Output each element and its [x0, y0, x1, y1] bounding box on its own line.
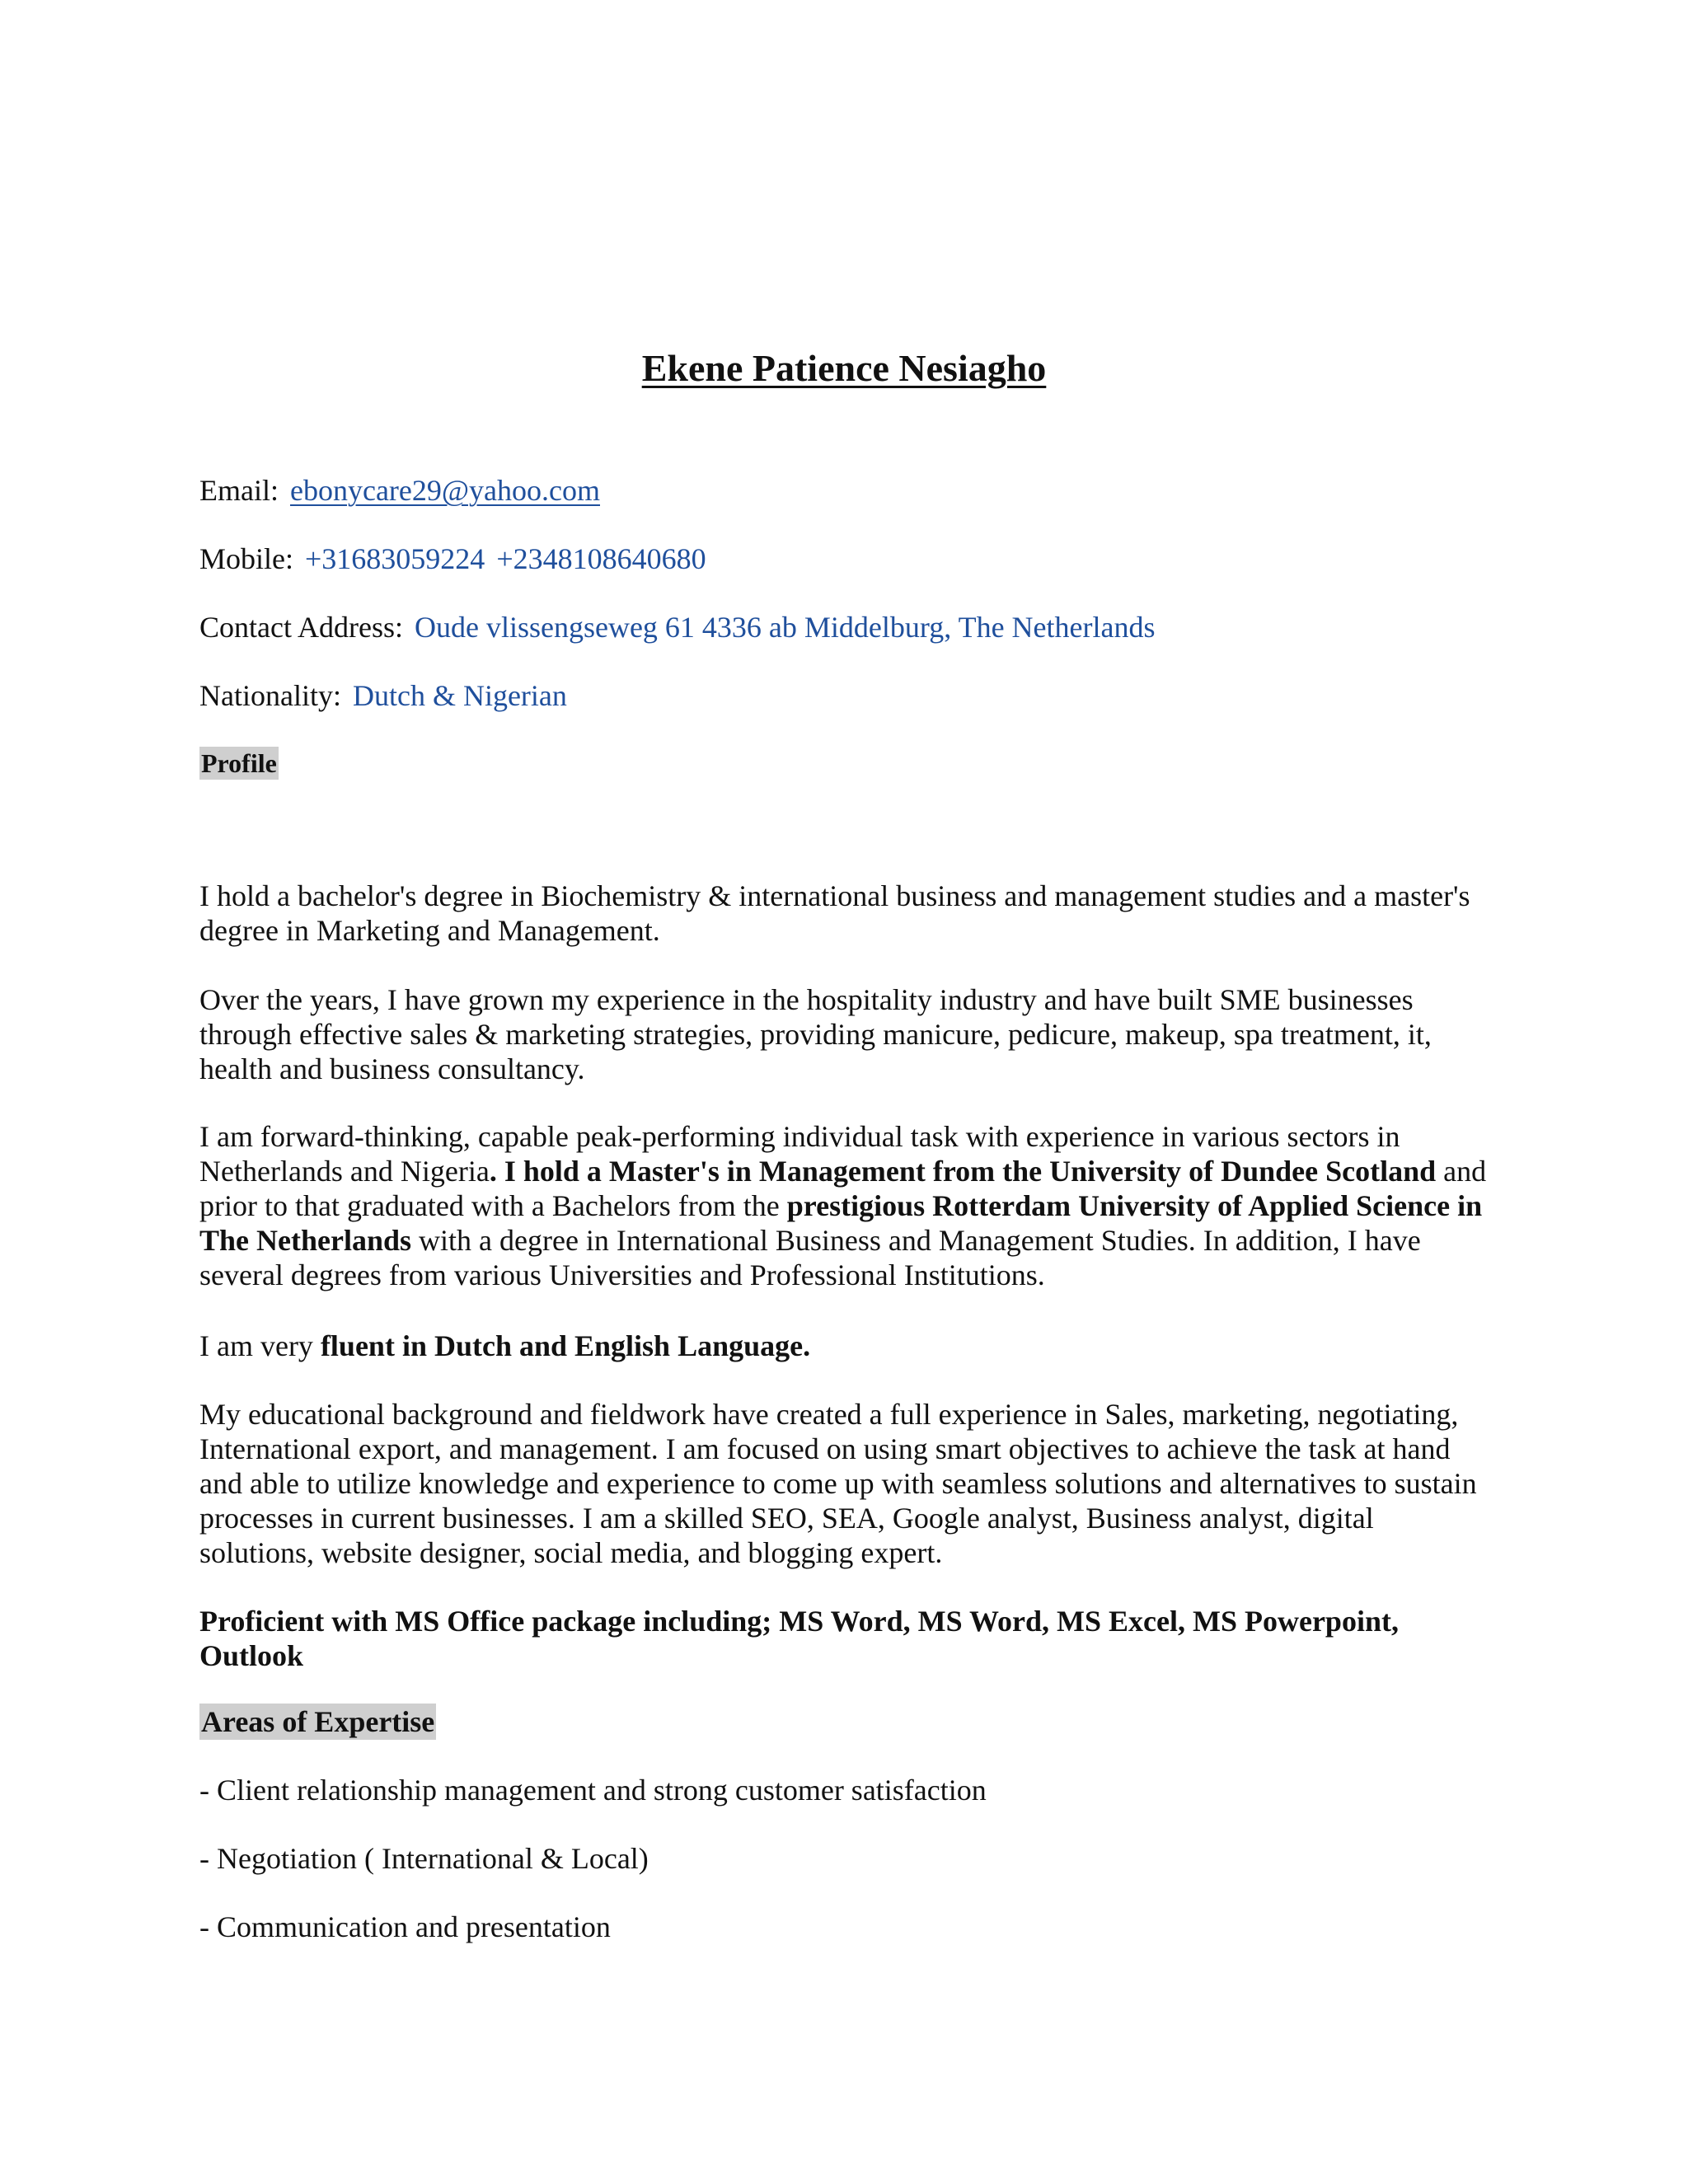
address-label: Contact Address:	[199, 611, 403, 644]
nationality-label: Nationality:	[199, 679, 341, 712]
p3-text-a: I am forward-thinking, capable peak-performing individual task with experience in various sectors in Netherlands and Nigeria	[199, 1120, 1400, 1188]
p4-text-a: I am very	[199, 1329, 321, 1362]
p3-bold-b: . I hold a Master's in Management from the University of Dundee Scotland	[489, 1155, 1437, 1188]
areas-heading-text: Areas of Expertise	[201, 1705, 435, 1738]
email-label: Email:	[199, 474, 279, 507]
profile-paragraph-4	[199, 1329, 1493, 1363]
profile-paragraph-5: My educational background and fieldwork have created a full experience in Sales, marketing, negotiating, International export, and management. I am focused on using smart objectives to achieve the task at hand and able to utilize knowledge and experience to come up with seamless solutions and alternatives to sustain processes in current businesses. I am a skilled SEO, SEA, Google analyst, Business analyst, digital solutions, website designer, social media, and blogging expert.	[199, 1398, 1477, 1569]
mobile-number-2: +2348108640680	[496, 542, 706, 575]
address-value: Oude vlissengseweg 61 4336 ab Middelburg, The Netherlands	[414, 611, 1156, 644]
p6-bold: Proficient with MS Office package including; MS Word, MS Word, MS Excel, MS Powerpoint, Outlook	[199, 1605, 1399, 1672]
profile-heading	[199, 748, 279, 779]
page-title: Ekene Patience Nesiagho	[641, 347, 1047, 389]
p3-text-c: and prior to that graduated with a Bachelors from the	[199, 1155, 1487, 1222]
p3-text-e: with a degree in International Business and Management Studies. In addition, I have several degrees from various Universities and Professional Institutions.	[199, 1224, 1421, 1291]
nationality-value: Dutch & Nigerian	[352, 679, 567, 712]
email-link[interactable]: ebonycare29@yahoo.com	[289, 474, 600, 507]
list-item: - Negotiation ( International & Local)	[199, 1842, 649, 1875]
nationality-line	[199, 678, 567, 713]
email-line	[199, 473, 600, 508]
mobile-label: Mobile:	[199, 542, 293, 575]
list-item: - Communication and presentation	[199, 1910, 611, 1943]
list-item: - Client relationship management and strong customer satisfaction	[199, 1774, 987, 1807]
profile-paragraph-6	[199, 1604, 1493, 1673]
profile-paragraph-2: Over the years, I have grown my experience in the hospitality industry and have built SME businesses through effective sales & marketing strategies, providing manicure, pedicure, makeup, spa treatment, it, health and business consultancy.	[199, 983, 1432, 1085]
areas-heading	[199, 1704, 436, 1739]
profile-paragraph-1: I hold a bachelor's degree in Biochemistry & international business and management studies and a master's degree in Marketing and Management.	[199, 879, 1470, 947]
profile-paragraph-3	[199, 1119, 1493, 1292]
p3-bold-d: prestigious Rotterdam University of Applied Science in The Netherlands	[199, 1189, 1483, 1257]
address-line	[199, 610, 1156, 644]
p4-bold-b: fluent in Dutch and English Language.	[320, 1329, 811, 1362]
mobile-number-1: +31683059224	[305, 542, 485, 575]
profile-heading-text: Profile	[201, 748, 277, 778]
mobile-line	[199, 541, 706, 576]
